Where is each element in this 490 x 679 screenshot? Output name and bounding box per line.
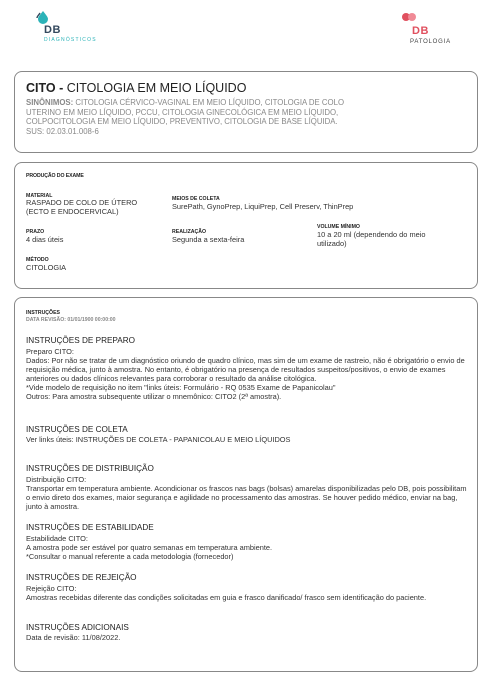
exam-synonyms <box>26 98 356 136</box>
material-value: RASPADO DE COLO DE ÚTERO (ECTO E ENDOCERVICAL) <box>26 198 138 216</box>
estabilidade-note: *Consultar o manual referente a cada metodologia (fornecedor) <box>26 552 234 561</box>
distribuicao-text: Transportar em temperatura ambiente. Acondicionar os frascos nas bags (bolsas) amarelas disponibilizadas pelo DB, pois possibilitam o envio direto dos exames, maior segurança e agilidade no processamento das amostras. Se houver pedido médico, enviar na bag, junto à amostra. <box>26 484 467 511</box>
estabilidade-subtitle: Estabilidade CITO: <box>26 534 88 543</box>
material-label: MATERIAL <box>26 193 53 199</box>
logo-right-subtitle: PATOLOGIA <box>410 39 451 45</box>
estabilidade-title: INSTRUÇÕES DE ESTABILIDADE <box>26 523 154 532</box>
distribuicao-title: INSTRUÇÕES DE DISTRIBUIÇÃO <box>26 464 154 473</box>
adicionais-title: INSTRUÇÕES ADICIONAIS <box>26 623 129 632</box>
method-value: CITOLOGIA <box>26 263 67 272</box>
min-volume-label: VOLUME MÍNIMO <box>317 224 360 230</box>
preparo-subtitle: Preparo CITO: <box>26 347 74 356</box>
collection-means-value: SurePath, GynoPrep, LiquiPrep, Cell Preserv, ThinPrep <box>172 202 354 211</box>
rejeicao-block <box>26 584 470 602</box>
exam-title <box>26 81 246 95</box>
preparo-text: Dados: Por não se tratar de um diagnóstico oriundo de quadro clínico, mas sim de um exame de rastreio, não é obrigatório o envio de requisição médica, junto à amostra. No entanto, é obrigatório na presença de resultados suspeitos/positivos, o envio de exames anteriores ou dados clínicos relevantes para corroborar o resultado da análise citológica. <box>26 356 465 383</box>
logo-drop-icon <box>36 10 50 24</box>
method-label: MÉTODO <box>26 257 49 263</box>
exam-production-card <box>14 162 478 289</box>
min-volume-value: 10 a 20 ml (dependendo do meio utilizado) <box>317 230 426 248</box>
preparo-link-note: *Vide modelo de requisição no item "links úteis: Formulário - RQ 0535 Exame de Papanicolau" <box>26 383 336 392</box>
rejeicao-title: INSTRUÇÕES DE REJEIÇÃO <box>26 573 137 582</box>
exam-code: CITO - <box>26 81 64 95</box>
schedule-label: REALIZAÇÃO <box>172 229 207 235</box>
db-patologia-logo <box>396 10 476 45</box>
logo-patologia-icon <box>400 12 418 26</box>
instructions-revision-date: DATA REVISÃO: 01/01/1900 00:00:00 <box>26 317 116 323</box>
logo-left-name: DB <box>44 24 61 36</box>
deadline-label: PRAZO <box>26 229 45 235</box>
coleta-title: INSTRUÇÕES DE COLETA <box>26 425 128 434</box>
distribuicao-block <box>26 475 470 511</box>
db-diagnosticos-logo <box>30 8 120 44</box>
preparo-other: Outros: Para amostra subsequente utilizar o mnemônico: CITO2 (2ª amostra). <box>26 392 282 401</box>
coleta-text: Ver links úteis: INSTRUÇÕES DE COLETA - PAPANICOLAU E MEIO LÍQUIDOS <box>26 435 291 444</box>
instructions-card <box>14 297 478 672</box>
deadline-value: 4 dias úteis <box>26 235 64 244</box>
exam-name: CITOLOGIA EM MEIO LÍQUIDO <box>66 81 247 95</box>
schedule-value: Segunda a sexta-feira <box>172 235 245 244</box>
collection-means-label: MEIOS DE COLETA <box>172 196 220 202</box>
preparo-block <box>26 347 470 401</box>
estabilidade-text: A amostra pode ser estável por quatro semanas em temperatura ambiente. <box>26 543 273 552</box>
rejeicao-subtitle: Rejeição CITO: <box>26 584 77 593</box>
synonyms-text: CITOLOGIA CÉRVICO-VAGINAL EM MEIO LÍQUIDO, CITOLOGIA DE COLO UTERINO EM MEIO LÍQUIDO, PCCU, CITOLOGIA GINECOLÓGICA EM MEIO LÍQUIDO, COLPOCITOLOGIA EM MEIO LÍQUIDO, PREVENTIVO, CITOLOGIA DE BASE LÍQUIDA. SUS: 02.03.01.008-6 <box>26 98 345 136</box>
rejeicao-text: Amostras recebidas diferente das condições solicitadas em guia e frasco danificado/ frasco sem identificação do paciente. <box>26 593 427 602</box>
synonyms-label: SINÔNIMOS: <box>26 98 74 107</box>
logo-right-name: DB <box>412 25 429 37</box>
exam-title-card <box>14 71 478 153</box>
instructions-section-title: INSTRUÇÕES <box>26 310 61 316</box>
distribuicao-subtitle: Distribuição CITO: <box>26 475 87 484</box>
preparo-title: INSTRUÇÕES DE PREPARO <box>26 336 136 345</box>
estabilidade-block <box>26 534 470 561</box>
adicionais-text: Data de revisão: 11/08/2022. <box>26 633 121 642</box>
production-section-title: PRODUÇÃO DO EXAME <box>26 173 84 179</box>
logo-left-subtitle: DIAGNÓSTICOS <box>44 37 97 43</box>
